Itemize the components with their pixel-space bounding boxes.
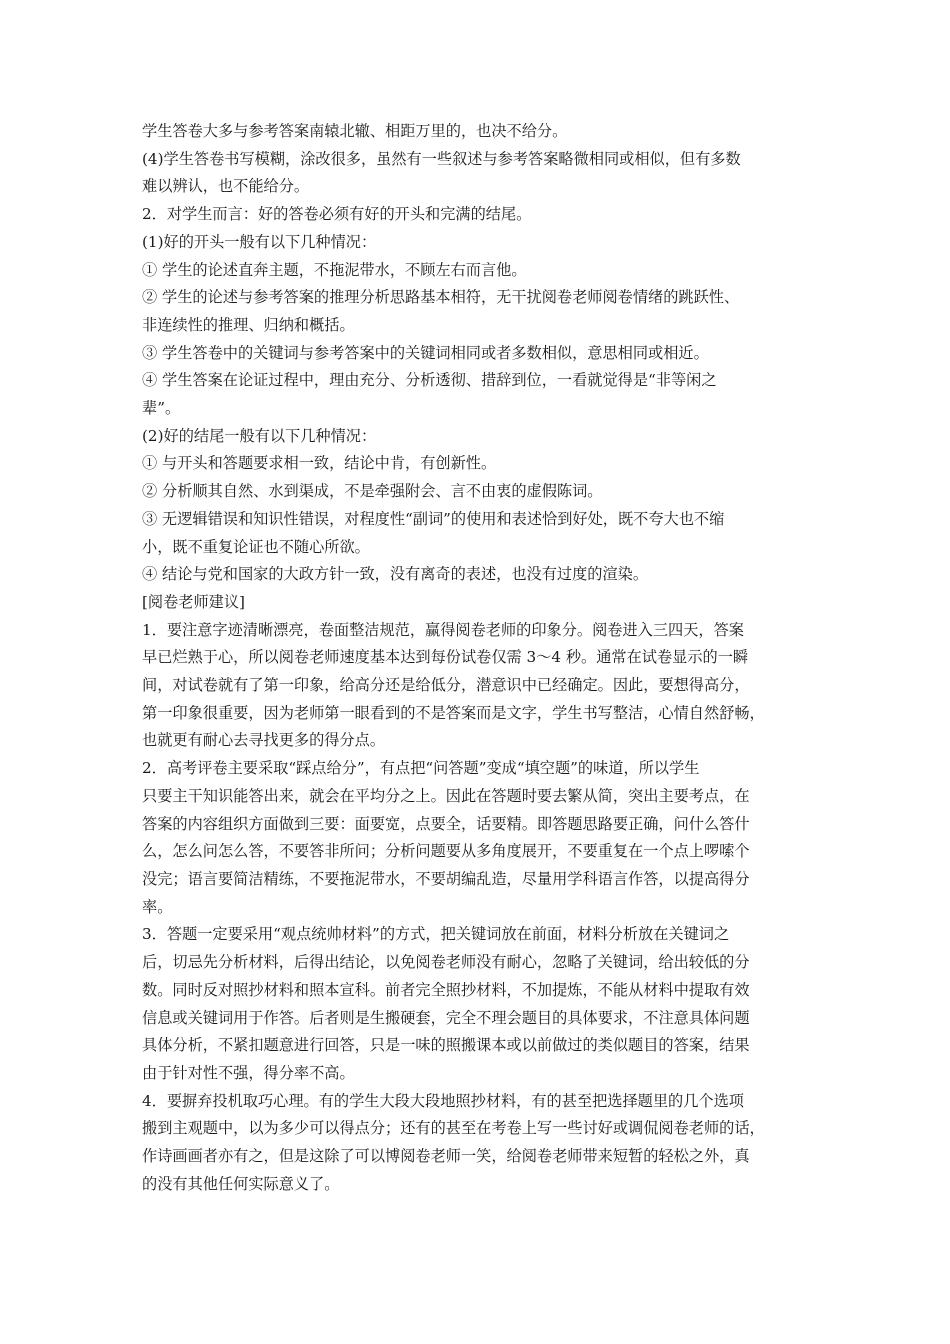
text-line: ④ 结论与党和国家的大政方针一致，没有离奇的表述，也没有过度的渲染。 <box>142 565 649 584</box>
section-heading: [阅卷老师建议] <box>142 592 245 611</box>
text-line: ② 分析顺其自然、水到渠成，不是牵强附会、言不由衷的虚假陈词。 <box>142 482 603 501</box>
text-line: 由于针对性不强，得分率不高。 <box>142 1063 355 1082</box>
text-line: 没完；语言要简洁精练，不要拖泥带水，不要胡编乱造，尽量用学科语言作答，以提高得分 <box>142 869 750 888</box>
text-line: 3．答题一定要采用“观点统帅材料”的方式，把关键词放在前面，材料分析放在关键词之 <box>142 925 730 944</box>
text-line: (1)好的开头一般有以下几种情况： <box>142 232 377 251</box>
text-line: 搬到主观题中，以为多少可以得点分；还有的甚至在考卷上写一些讨好或调侃阅卷老师的话， <box>142 1119 765 1138</box>
text-line: 么，怎么问怎么答，不要答非所问；分析问题要从多角度展开，不要重复在一个点上啰嗦个 <box>142 842 750 861</box>
text-line: 也就更有耐心去寻找更多的得分点。 <box>142 731 385 750</box>
text-line: ③ 无逻辑错误和知识性错误，对程度性“副词”的使用和表述恰到好处，既不夸大也不缩 <box>142 509 725 528</box>
text-line: 数。同时反对照抄材料和照本宣科。前者完全照抄材料，不加提炼，不能从材料中提取有效 <box>142 980 750 999</box>
text-line: ④ 学生答案在论证过程中，理由充分、分析透彻、措辞到位，一看就觉得是“非等闲之 <box>142 371 717 390</box>
text-line: 间，对试卷就有了第一印象，给高分还是给低分，潜意识中已经确定。因此，要想得高分， <box>142 676 750 695</box>
text-line: 率。 <box>142 897 173 916</box>
text-line: 作诗画画者亦有之，但是这除了可以博阅卷老师一笑，给阅卷老师带来短暂的轻松之外，真 <box>142 1147 750 1166</box>
text-line: 学生答卷大多与参考答案南辕北辙、相距万里的，也决不给分。 <box>142 122 568 140</box>
text-line: 第一印象很重要，因为老师第一眼看到的不是答案而是文字，学生书写整洁，心情自然舒畅， <box>142 703 765 722</box>
text-line: 小，既不重复论证也不随心所欲。 <box>142 537 370 556</box>
document-body <box>142 118 812 1198</box>
text-line: 2．高考评卷主要采取“踩点给分”，有点把“问答题”变成“填空题”的味道，所以学生 <box>142 759 700 778</box>
text-line: (4)学生答卷书写模糊，涂改很多，虽然有一些叙述与参考答案略微相同或相似，但有多数 <box>142 149 741 168</box>
text-line: 1．要注意字迹清晰漂亮，卷面整洁规范，赢得阅卷老师的印象分。阅卷进入三四天，答案 <box>142 620 744 639</box>
text-line: 早已烂熟于心，所以阅卷老师速度基本达到每份试卷仅需 3～4 秒。通常在试卷显示的一瞬 <box>142 648 749 667</box>
text-line: 4．要摒弃投机取巧心理。有的学生大段大段地照抄材料，有的甚至把选择题里的几个选项 <box>142 1091 744 1110</box>
text-line: ③ 学生答卷中的关键词与参考答案中的关键词相同或者多数相似，意思相同或相近。 <box>142 343 709 362</box>
text-line: 2．对学生而言：好的答卷必须有好的开头和完满的结尾。 <box>142 205 532 224</box>
text-line: ① 与开头和答题要求相一致，结论中肯，有创新性。 <box>142 454 497 473</box>
text-line: 后，切忌先分析材料，后得出结论，以免阅卷老师没有耐心，忽略了关键词，给出较低的分 <box>142 953 750 972</box>
text-line: (2)好的结尾一般有以下几种情况： <box>142 426 377 445</box>
text-line: ① 学生的论述直奔主题，不拖泥带水，不顾左右而言他。 <box>142 260 527 279</box>
text-line: 难以辨认，也不能给分。 <box>142 177 310 196</box>
text-line: 答案的内容组织方面做到三要：面要宽，点要全，话要精。即答题思路要正确，问什么答什 <box>142 814 750 833</box>
text-line: ② 学生的论述与参考答案的推理分析思路基本相符，无干扰阅卷老师阅卷情绪的跳跃性、 <box>142 288 740 307</box>
text-line: 信息或关键词用于作答。后者则是生搬硬套，完全不理会题目的具体要求，不注意具体问题 <box>142 1008 750 1027</box>
text-line: 非连续性的推理、归纳和概括。 <box>142 315 355 334</box>
text-line: 辈”。 <box>142 399 181 418</box>
text-line: 的没有其他任何实际意义了。 <box>142 1174 340 1193</box>
text-line: 只要主干知识能答出来，就会在平均分之上。因此在答题时要去繁从简，突出主要考点，在 <box>142 786 750 805</box>
text-line: 具体分析，不紧扣题意进行回答，只是一味的照搬课本或以前做过的类似题目的答案，结果 <box>142 1036 750 1055</box>
